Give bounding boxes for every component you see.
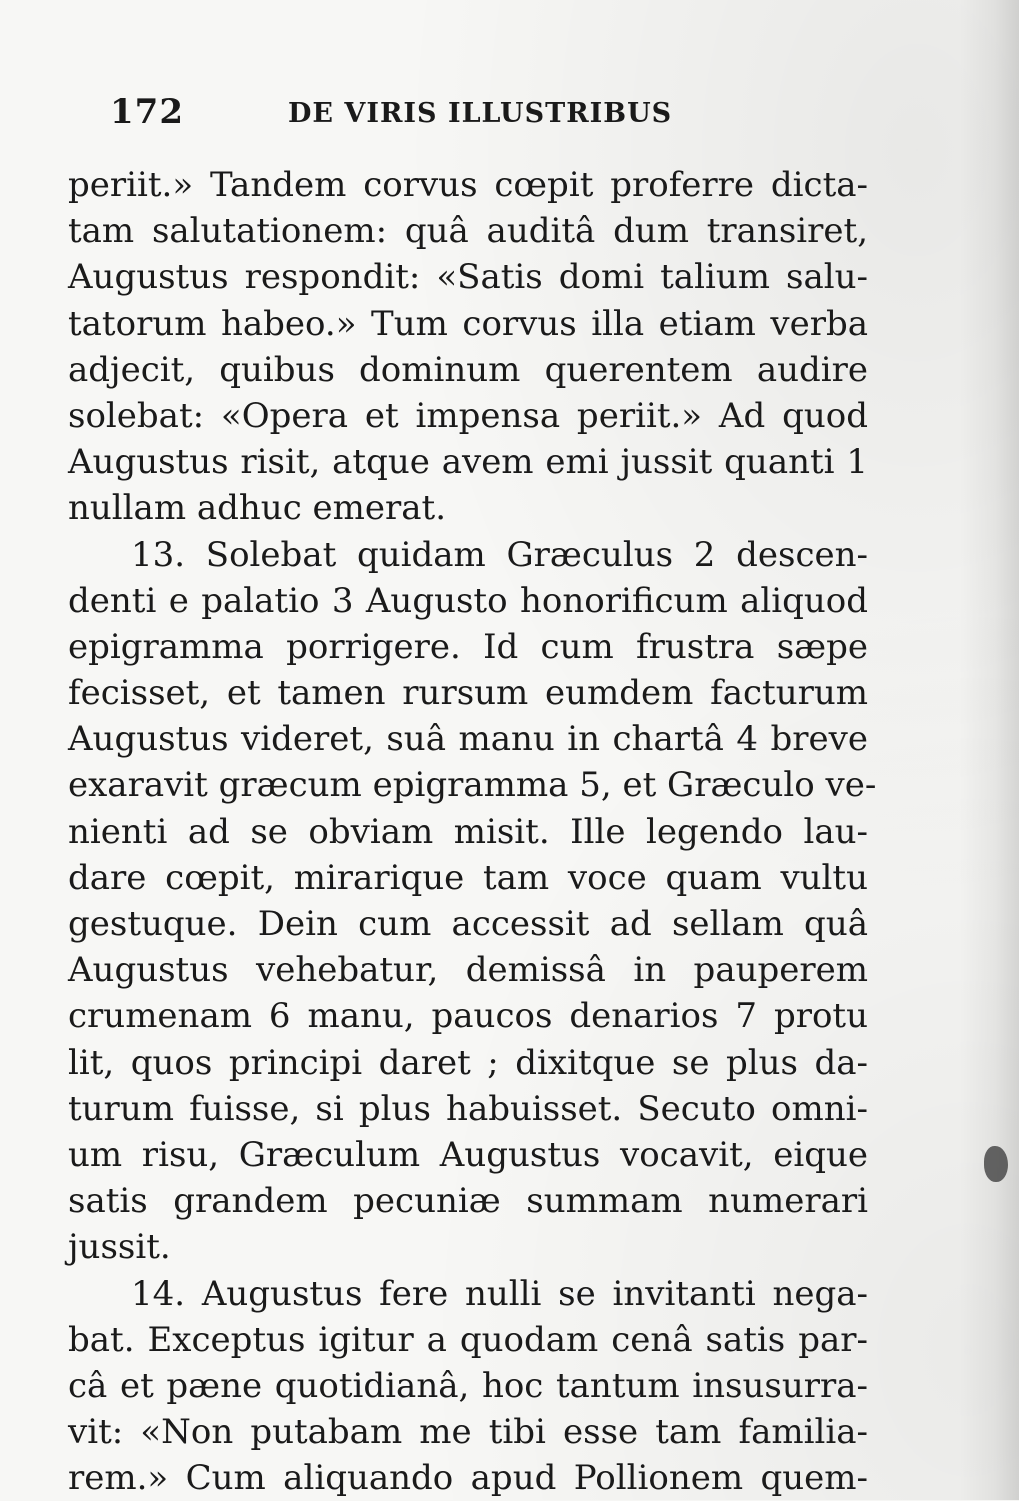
- page-header: [110, 92, 710, 132]
- paragraph-start-13: 13. Solebat quidam Græculus 2 descen-: [131, 534, 868, 575]
- page-edge-shadow: [959, 0, 1019, 1500]
- text-line: um risu, Græculum Augustus vocavit, eique: [68, 1134, 868, 1175]
- text-line: lit, quos principi daret ; dixitque se plus da-: [68, 1042, 868, 1083]
- text-line: dare cœpit, mirarique tam voce quam vultu: [68, 857, 868, 898]
- text-line: rem.» Cum aliquando apud Pollionem quem-: [68, 1458, 868, 1499]
- text-line: tam salutationem: quâ auditâ dum transiret,: [68, 211, 868, 252]
- text-line: Augustus risit, atque avem emi jussit quanti 1: [68, 442, 868, 483]
- text-line: adjecit, quibus dominum querentem audire: [68, 349, 868, 390]
- text-line: câ et pæne quotidianâ, hoc tantum insusurra-: [68, 1365, 868, 1406]
- text-line: satis grandem pecuniæ summam numerari: [68, 1181, 868, 1222]
- paragraph-start-14: 14. Augustus fere nulli se invitanti nega-: [131, 1273, 868, 1314]
- text-line: fecisset, et tamen rursum eumdem facturum: [68, 673, 868, 714]
- text-line: solebat: «Opera et impensa periit.» Ad quod: [68, 395, 868, 436]
- text-line: tatorum habeo.» Tum corvus illa etiam verba: [68, 303, 868, 344]
- text-line: vit: «Non putabam me tibi esse tam familia-: [68, 1412, 868, 1453]
- ink-blot: [984, 1146, 1008, 1182]
- text-line: denti e palatio 3 Augusto honorificum aliquod: [68, 580, 868, 621]
- text-line: periit.» Tandem corvus cœpit proferre dicta-: [68, 165, 868, 205]
- text-line: crumenam 6 manu, paucos denarios 7 protu: [68, 996, 868, 1037]
- text-line: turum fuisse, si plus habuisset. Secuto omni-: [68, 1088, 868, 1129]
- text-line: Augustus vehebatur, demissâ in pauperem: [68, 950, 868, 991]
- text-line: nullam adhuc emerat.: [68, 488, 447, 529]
- text-line: gestuque. Dein cum accessit ad sellam quâ: [68, 904, 868, 944]
- text-line: nienti ad se obviam misit. Ille legendo lau-: [68, 811, 868, 852]
- text-line: Augustus respondit: «Satis domi talium salu-: [68, 257, 868, 298]
- page-number: 172: [110, 92, 184, 132]
- text-line: jussit.: [68, 1227, 171, 1268]
- text-line: Augustus videret, suâ manu in chartâ 4 breve: [68, 719, 868, 760]
- text-line: bat. Exceptus igitur a quodam cenâ satis par-: [68, 1319, 868, 1360]
- text-line: epigramma porrigere. Id cum frustra sæpe: [68, 626, 868, 667]
- running-title: DE VIRIS ILLUSTRIBUS: [288, 98, 673, 129]
- body-text: [68, 162, 877, 1501]
- text-line: exaravit græcum epigramma 5, et Græculo ve-: [68, 765, 877, 806]
